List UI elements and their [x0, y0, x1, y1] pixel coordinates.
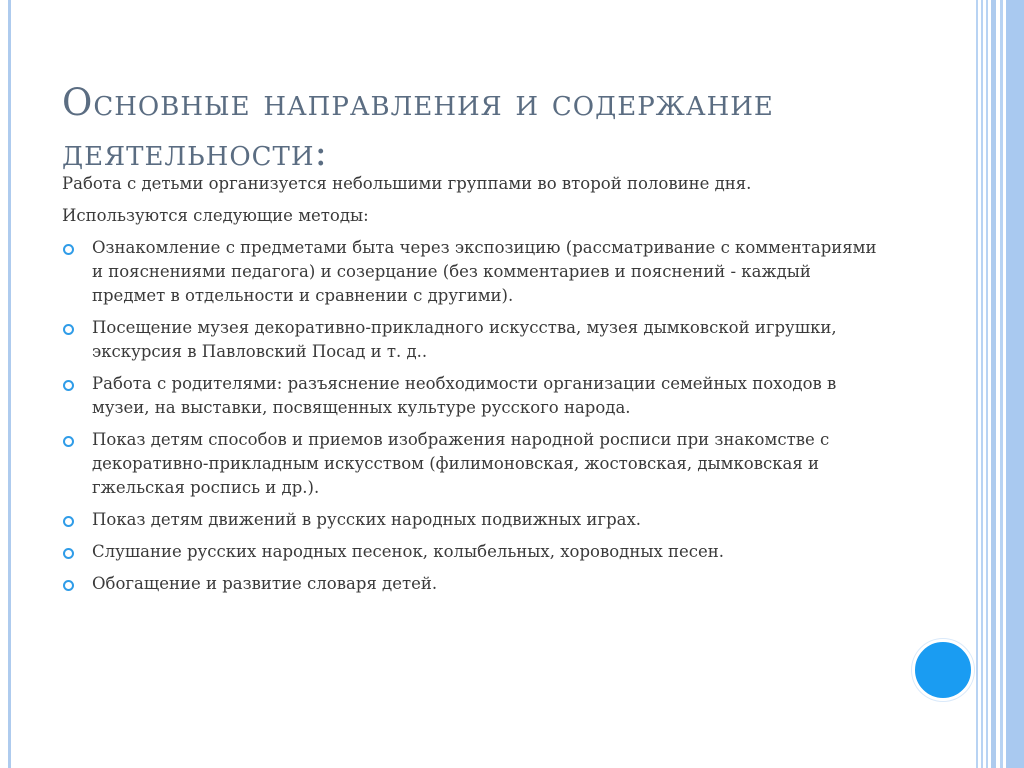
list-item	[62, 236, 882, 308]
list-item-text: Ознакомление с предметами быта через экспозицию (рассматривание с комментариями и пояснениями педагога) и созерцание (без комментариев и пояснений - каждый предмет в отдельности и сравнении с другими).	[92, 238, 877, 305]
left-frame-line	[8, 0, 11, 768]
list-item	[62, 540, 882, 564]
circle-outline-icon	[63, 516, 74, 527]
list-item	[62, 372, 882, 420]
list-item-text: Показ детям способов и приемов изображения народной росписи при знакомстве с декоративно-прикладным искусством (филимоновская, жостовская, дымковская и гжельская роспись и др.).	[92, 430, 830, 497]
stripe	[991, 0, 996, 768]
list-item	[62, 508, 882, 532]
methods-list	[62, 236, 882, 596]
list-item-text: Обогащение и развитие словаря детей.	[92, 574, 438, 593]
list-item	[62, 428, 882, 500]
slide-content	[62, 172, 882, 604]
list-item-text: Слушание русских народных песенок, колыбельных, хороводных песен.	[92, 542, 725, 561]
intro-paragraph: Используются следующие методы:	[62, 206, 369, 225]
list-item-text: Показ детям движений в русских народных подвижных играх.	[92, 510, 642, 529]
circle-outline-icon	[63, 580, 74, 591]
circle-outline-icon	[63, 436, 74, 447]
circle-outline-icon	[63, 380, 74, 391]
intro-paragraph: Работа с детьми организуется небольшими группами во второй половине дня.	[62, 174, 752, 193]
stripe	[981, 0, 983, 768]
circle-outline-icon	[63, 244, 74, 255]
right-decorative-stripes	[976, 0, 1024, 768]
decorative-circle	[912, 639, 974, 701]
stripe	[1000, 0, 1003, 768]
list-item-text: Работа с родителями: разъяснение необходимости организации семейных походов в музеи, на выставки, посвященных культуре русского народа.	[92, 374, 837, 417]
list-item	[62, 572, 882, 596]
stripe	[976, 0, 978, 768]
slide-title: Основные направления и содержание деятельности:	[62, 81, 774, 174]
circle-outline-icon	[63, 548, 74, 559]
stripe	[1006, 0, 1024, 768]
list-item-text: Посещение музея декоративно-прикладного искусства, музея дымковской игрушки, экскурсия в Павловский Посад и т. д..	[92, 318, 837, 361]
stripe	[986, 0, 988, 768]
circle-outline-icon	[63, 324, 74, 335]
list-item	[62, 316, 882, 364]
